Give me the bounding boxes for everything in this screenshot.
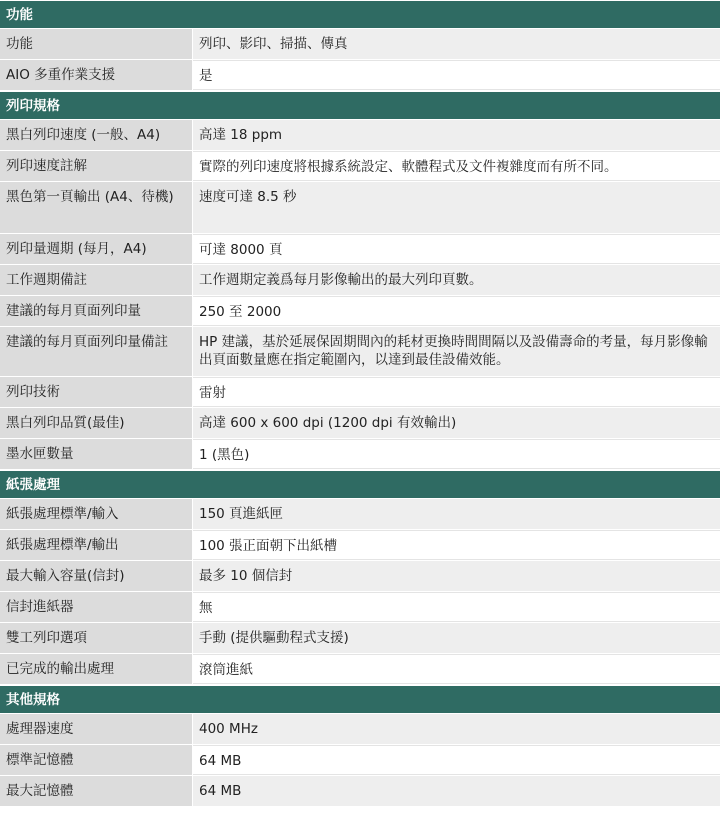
spec-value: 250 至 2000 <box>193 296 720 326</box>
spec-row <box>0 60 720 91</box>
spec-value: 100 張正面朝下出紙槽 <box>193 530 720 560</box>
section-header-other-specs: 其他規格 <box>0 685 720 714</box>
spec-label: 已完成的輸出處理 <box>0 654 193 684</box>
spec-label: 功能 <box>0 29 193 59</box>
spec-row <box>0 408 720 439</box>
spec-row <box>0 120 720 151</box>
spec-label: 紙張處理標準/輸出 <box>0 530 193 560</box>
spec-value: 實際的列印速度將根據系統設定、軟體程式及文件複雜度而有所不同。 <box>193 151 720 181</box>
spec-label: 最大輸入容量(信封) <box>0 561 193 591</box>
spec-label: 黑白列印速度 (一般、A4) <box>0 120 193 150</box>
spec-label: 信封進紙器 <box>0 592 193 622</box>
spec-row <box>0 327 720 377</box>
spec-row <box>0 265 720 296</box>
spec-label: 黑白列印品質(最佳) <box>0 408 193 438</box>
spec-value: 150 頁進紙匣 <box>193 499 720 529</box>
spec-value: 列印、影印、掃描、傳真 <box>193 29 720 59</box>
section-header-paper-handling: 紙張處理 <box>0 470 720 499</box>
spec-value: 高達 18 ppm <box>193 120 720 150</box>
spec-label: 標準記憶體 <box>0 745 193 775</box>
section-header-features: 功能 <box>0 0 720 29</box>
spec-value: 64 MB <box>193 776 720 806</box>
spec-value: 無 <box>193 592 720 622</box>
spec-value: 最多 10 個信封 <box>193 561 720 591</box>
spec-label: 列印速度註解 <box>0 151 193 181</box>
spec-row <box>0 296 720 327</box>
spec-row <box>0 623 720 654</box>
spec-value: 手動 (提供驅動程式支援) <box>193 623 720 653</box>
spec-row <box>0 561 720 592</box>
spec-label: 工作週期備註 <box>0 265 193 295</box>
spec-label: 黑色第一頁輸出 (A4、待機) <box>0 182 193 233</box>
spec-row <box>0 530 720 561</box>
spec-row <box>0 776 720 807</box>
spec-row <box>0 745 720 776</box>
spec-label: 最大記憶體 <box>0 776 193 806</box>
spec-value: 64 MB <box>193 745 720 775</box>
spec-value: 速度可達 8.5 秒 <box>193 182 720 233</box>
spec-row <box>0 499 720 530</box>
spec-label: 處理器速度 <box>0 714 193 744</box>
spec-row <box>0 377 720 408</box>
spec-label: 建議的每月頁面列印量備註 <box>0 327 193 376</box>
spec-label: 墨水匣數量 <box>0 439 193 469</box>
spec-value: 滾筒進紙 <box>193 654 720 684</box>
spec-value: 400 MHz <box>193 714 720 744</box>
spec-row <box>0 654 720 685</box>
spec-value: 1 (黑色) <box>193 439 720 469</box>
spec-row <box>0 592 720 623</box>
spec-label: 雙工列印選項 <box>0 623 193 653</box>
spec-value: HP 建議，基於延展保固期間內的耗材更換時間間隔以及設備壽命的考量，每月影像輸出頁面數量應在指定範圍內，以達到最佳設備效能。 <box>193 327 720 376</box>
spec-row <box>0 151 720 182</box>
spec-label: AIO 多重作業支援 <box>0 60 193 90</box>
spec-row <box>0 182 720 234</box>
spec-row <box>0 439 720 470</box>
spec-value: 雷射 <box>193 377 720 407</box>
section-header-print-specs: 列印規格 <box>0 91 720 120</box>
spec-label: 紙張處理標準/輸入 <box>0 499 193 529</box>
spec-row <box>0 29 720 60</box>
spec-value: 是 <box>193 60 720 90</box>
spec-label: 列印技術 <box>0 377 193 407</box>
spec-label: 列印量週期 (每月，A4) <box>0 234 193 264</box>
spec-value: 可達 8000 頁 <box>193 234 720 264</box>
spec-value: 工作週期定義爲每月影像輸出的最大列印頁數。 <box>193 265 720 295</box>
spec-value: 高達 600 x 600 dpi (1200 dpi 有效輸出) <box>193 408 720 438</box>
spec-label: 建議的每月頁面列印量 <box>0 296 193 326</box>
spec-row <box>0 714 720 745</box>
spec-row <box>0 234 720 265</box>
